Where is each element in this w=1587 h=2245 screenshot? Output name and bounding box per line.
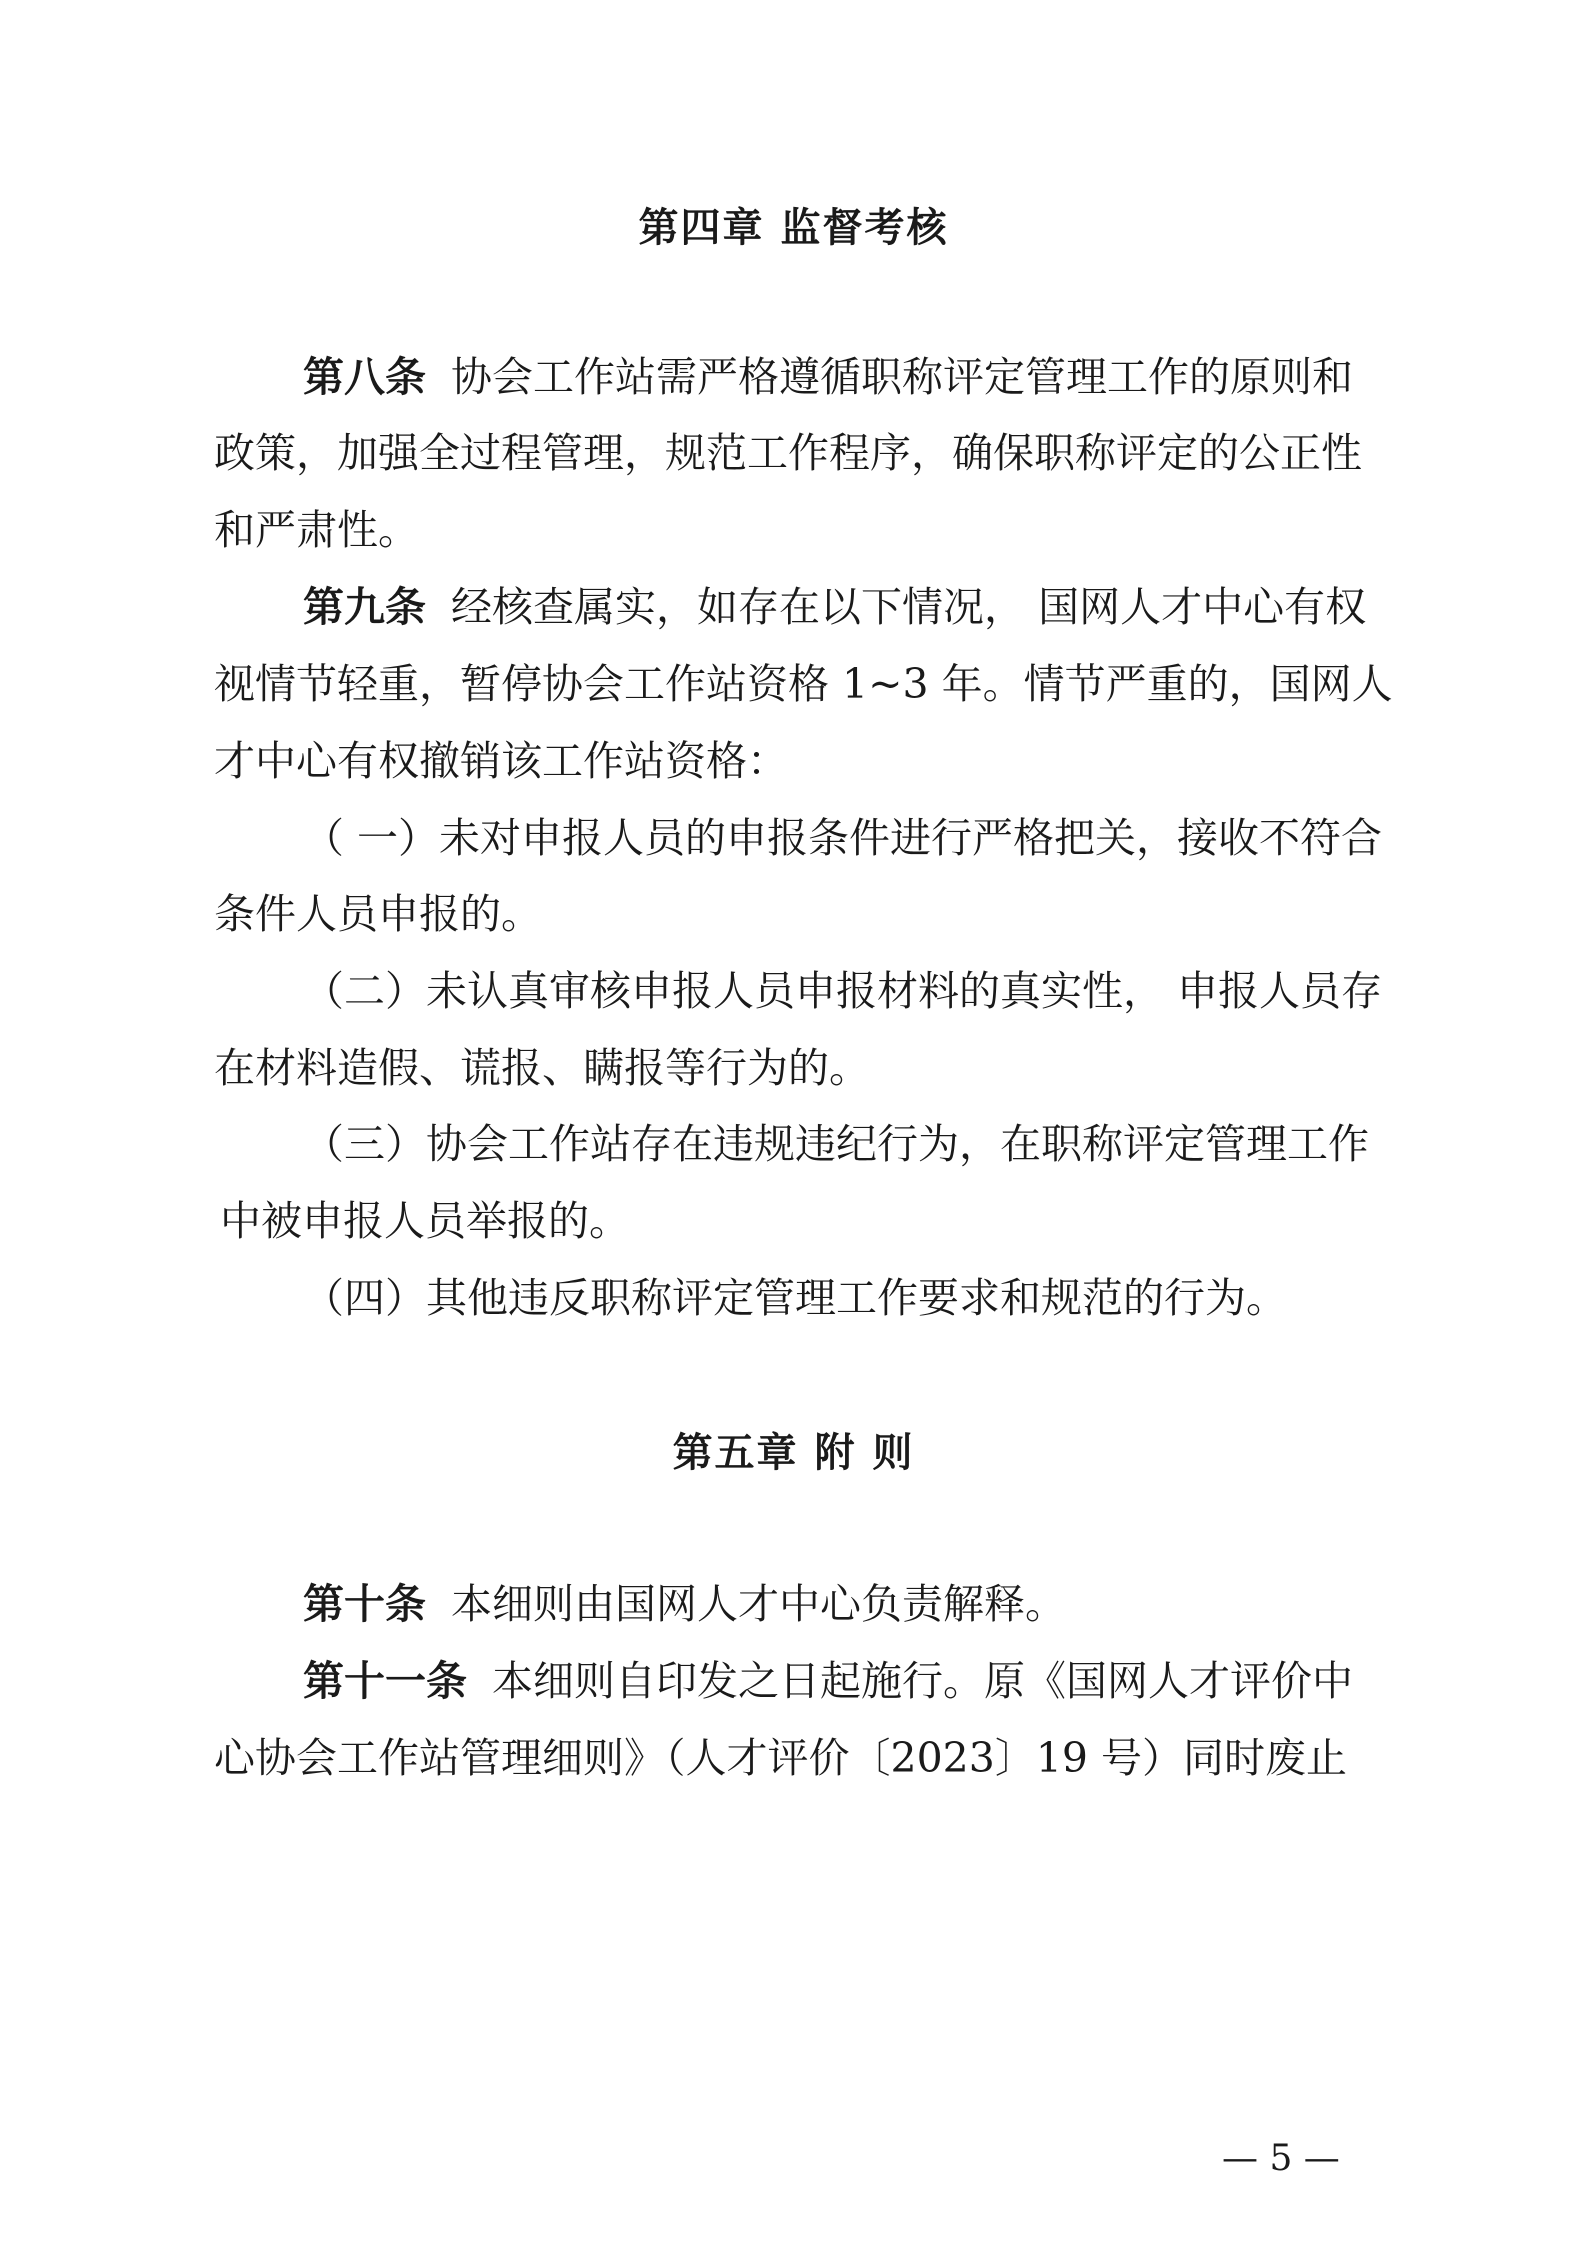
article-9-item-2-line-1: （二）未认真审核申报人员申报材料的真实性， 申报人员存 bbox=[303, 967, 1383, 1015]
article-9-item-4-line-1: （四）其他违反职称评定管理工作要求和规范的行为。 bbox=[303, 1274, 1287, 1322]
article-10-line bbox=[303, 1580, 1067, 1628]
article-10-label: 第十条 bbox=[303, 1580, 426, 1628]
article-9-text-1: 经核查属实，如存在以下情况， 国网人才中心有权 bbox=[451, 583, 1367, 631]
article-10-text: 本细则由国网人才中心负责解释。 bbox=[451, 1580, 1067, 1628]
article-9-item-3-line-2: 中被申报人员举报的。 bbox=[220, 1197, 630, 1245]
article-11-first-line bbox=[303, 1657, 1354, 1705]
article-9-item-1-line-1: （ 一）未对申报人员的申报条件进行严格把关，接收不符合 bbox=[303, 814, 1383, 862]
article-9-text-3: 才中心有权撤销该工作站资格： bbox=[214, 737, 788, 785]
article-9-item-2-line-2: 在材料造假、谎报、瞒报等行为的。 bbox=[214, 1044, 870, 1092]
chapter-4-title: 第四章 监督考核 bbox=[638, 205, 949, 251]
article-9-item-1-line-2: 条件人员申报的。 bbox=[214, 890, 542, 938]
article-8-text-3: 和严肃性。 bbox=[214, 506, 419, 554]
article-9-text-2: 视情节轻重，暂停协会工作站资格 1~3 年。情节严重的，国网人 bbox=[214, 660, 1393, 708]
article-8-label: 第八条 bbox=[303, 353, 426, 401]
page-number: — 5 — bbox=[1222, 2138, 1340, 2179]
article-11-text-2: 心协会工作站管理细则》（人才评价〔2023〕19 号）同时废止 bbox=[214, 1734, 1348, 1782]
article-9-first-line bbox=[303, 583, 1367, 631]
article-8-first-line bbox=[303, 353, 1354, 401]
article-11-text-1: 本细则自印发之日起施行。原《国网人才评价中 bbox=[492, 1657, 1354, 1705]
article-9-label: 第九条 bbox=[303, 583, 426, 631]
article-8-text-1: 协会工作站需严格遵循职称评定管理工作的原则和 bbox=[451, 353, 1354, 401]
article-8-text-2: 政策，加强全过程管理，规范工作程序，确保职称评定的公正性 bbox=[214, 429, 1362, 477]
chapter-5-title: 第五章 附 则 bbox=[672, 1430, 915, 1476]
article-11-label: 第十一条 bbox=[303, 1657, 467, 1705]
article-9-item-3-line-1: （三）协会工作站存在违规违纪行为，在职称评定管理工作 bbox=[303, 1120, 1369, 1168]
